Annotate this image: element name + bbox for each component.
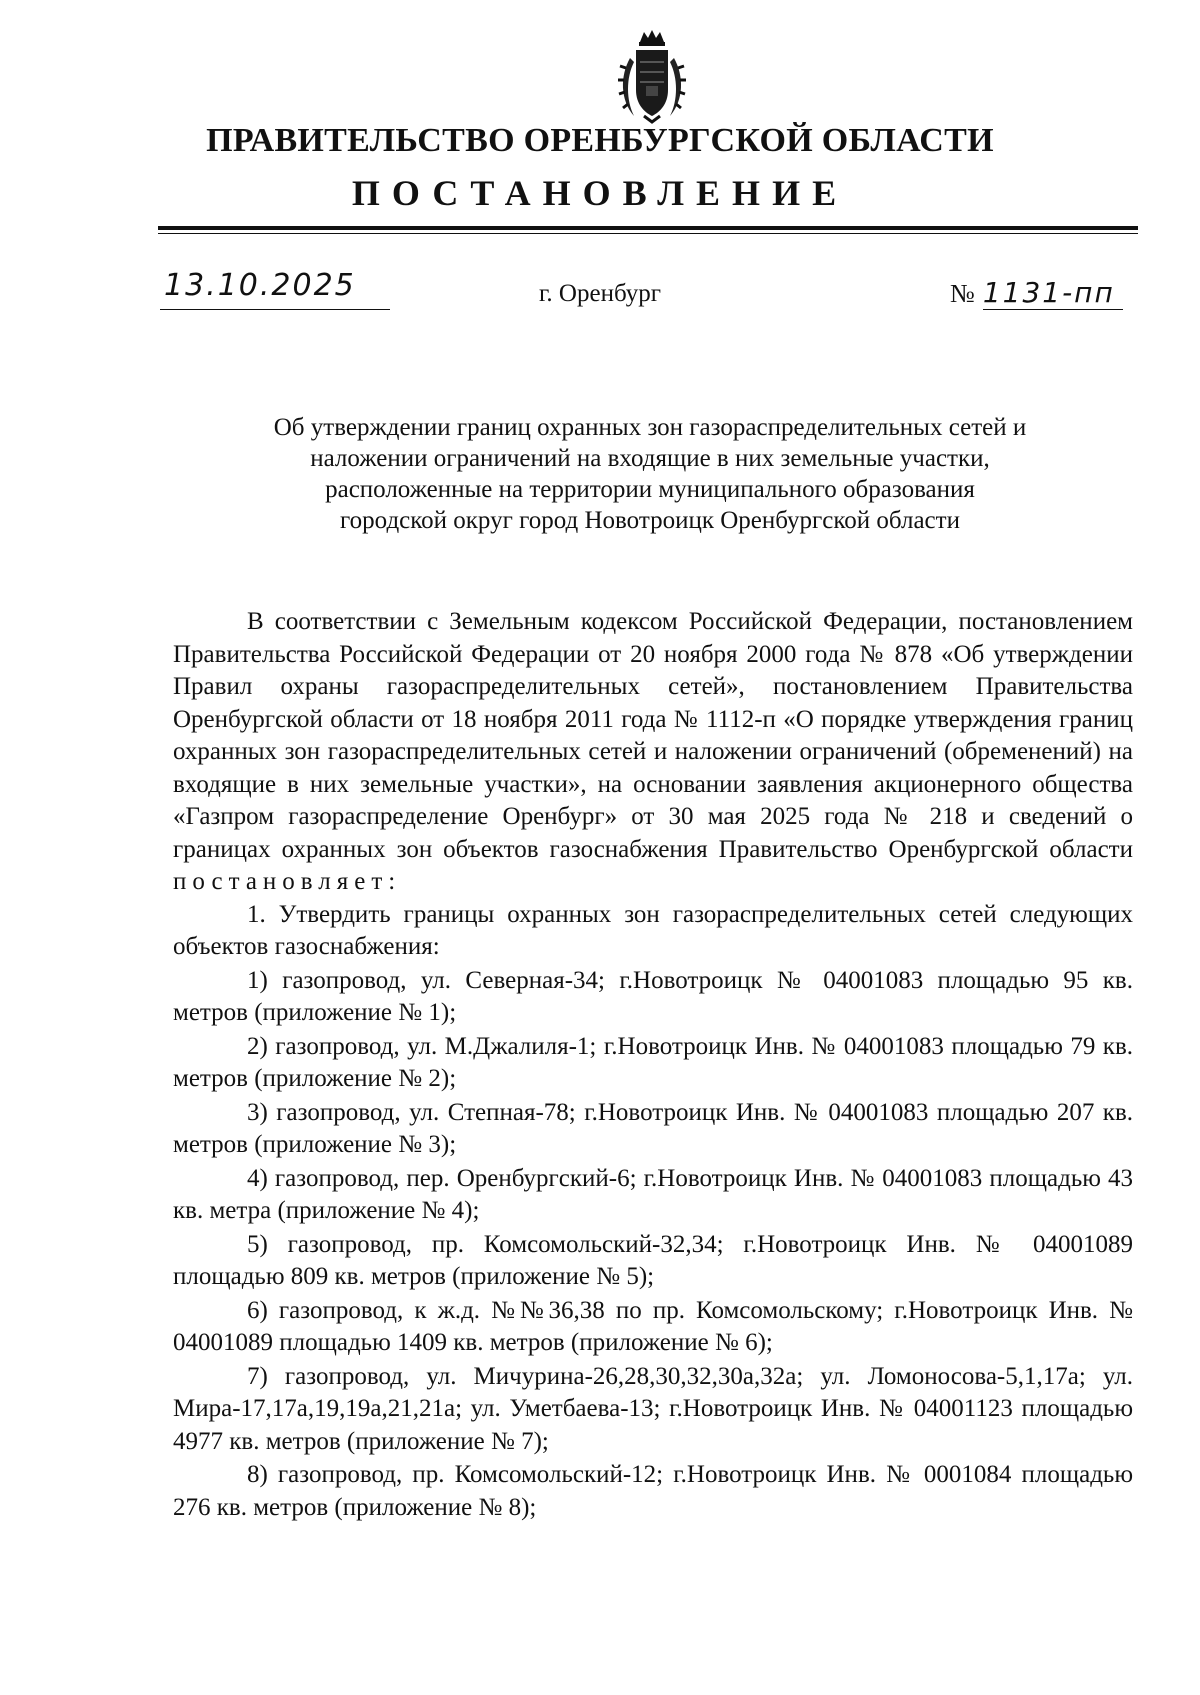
list-item: 3) газопровод, ул. Степная-78; г.Новотроицк Инв. № 04001083 площадью 207 кв. метров (приложение № 3); [173,1098,1133,1158]
document-number: 1131-пп [983,276,1123,310]
coat-of-arms-emblem [612,28,692,124]
decree-word: постановляет: [173,868,402,895]
preamble-paragraph [173,606,1133,899]
list-item: 7) газопровод, ул. Мичурина-26,28,30,32,30а,32а; ул. Ломоносова-5,1,17а; ул. Мира-17,17а,19,19а,21,21а; ул. Уметбаева-13; г.Новотроицк Инв. № 04001123 площадью 4977 кв. метров (приложение № 7); [173,1362,1133,1455]
list-item: 2) газопровод, ул. М.Джалиля-1; г.Новотроицк Инв. № 04001083 площадью 79 кв. метров (приложение № 2); [173,1032,1133,1092]
preamble-text: В соответствии с Земельным кодексом Российской Федерации, постановлением Правительства Российской Федерации от 20 ноября 2000 года № 878 «Об утверждении Правил охраны газораспределительных сетей», постановлением Правительства Оренбургской области от 18 ноября 2011 года № 1112-п «О порядке утверждения границ охранных зон газораспределительных сетей и наложении ограничений (обременений) на входящие в них земельные участки», на основании заявления акционерного общества «Газпром газораспределение Оренбург» от 30 мая 2025 года № 218 и сведений о границах охранных зон объектов газоснабжения Правительство Оренбургской области [173,608,1133,863]
header-divider-thick [158,226,1138,230]
header-divider-thin [158,233,1138,234]
list-item: 8) газопровод, пр. Комсомольский-12; г.Новотроицк Инв. № 0001084 площадью 276 кв. метров (приложение № 8); [173,1461,1133,1521]
list-item: 1) газопровод, ул. Северная-34; г.Новотроицк № 04001083 площадью 95 кв. метров (приложение № 1); [173,966,1133,1026]
number-sign: № [950,279,975,308]
subject-line: наложении ограничений на входящие в них земельные участки, [310,445,990,472]
document-body [173,606,1133,1524]
document-number-block [950,276,1123,310]
list-item: 6) газопровод, к ж.д. №№36,38 по пр. Комсомольскому; г.Новотроицк Инв. № 04001089 площадью 1409 кв. метров (приложение № 6); [173,1296,1133,1356]
list-item: 4) газопровод, пер. Оренбургский-6; г.Новотроицк Инв. № 04001083 площадью 43 кв. метра (приложение № 4); [173,1164,1133,1224]
subject-line: городской округ город Новотроицк Оренбургской области [340,507,960,534]
document-city: г. Оренбург [539,280,661,307]
subject-line: расположенные на территории муниципального образования [325,476,975,503]
document-subject [160,412,1140,536]
document-type-title: ПОСТАНОВЛЕНИЕ [351,173,849,213]
subject-line: Об утверждении границ охранных зон газораспределительных сетей и [273,414,1027,441]
document-date: 13.10.2025 [160,268,390,310]
list-item: 5) газопровод, пр. Комсомольский-32,34; г.Новотроицк Инв. № 04001089 площадью 809 кв. метров (приложение № 5); [173,1230,1133,1290]
government-title: ПРАВИТЕЛЬСТВО ОРЕНБУРГСКОЙ ОБЛАСТИ [206,122,994,159]
clause-1: 1. Утвердить границы охранных зон газораспределительных сетей следующих объектов газоснабжения: [173,900,1133,960]
